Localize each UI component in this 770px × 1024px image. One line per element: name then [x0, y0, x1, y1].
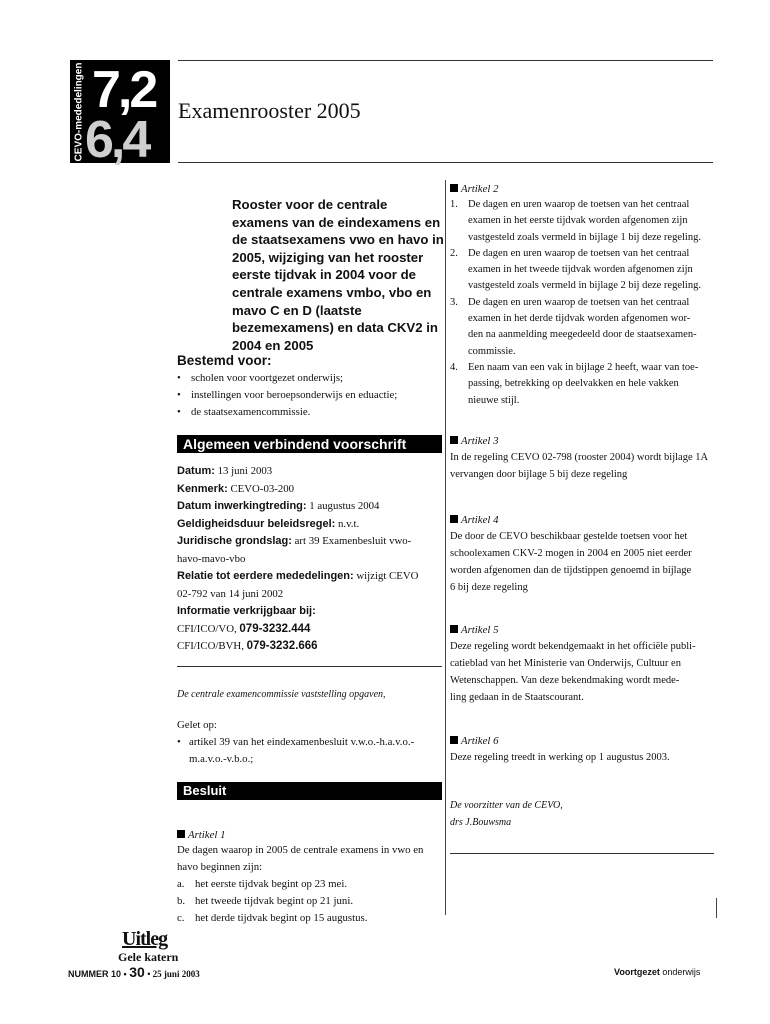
meta-label: Datum inwerkingtreding: [177, 500, 307, 512]
column-divider [445, 180, 446, 915]
list-item: • de staatsexamencommissie. [177, 404, 442, 421]
list-line: vastgesteld zoals vermeld in bijlage 2 bij deze regeling. [468, 280, 701, 292]
artikel-text: Deze regeling wordt bekendgemaakt in het officiële publi- [450, 641, 696, 652]
list-label: 1. [450, 199, 458, 210]
artikel-2-list [450, 197, 716, 409]
list-item [450, 246, 716, 295]
right-edge-rule [716, 898, 717, 918]
gele-katern-label: Gele katern [118, 950, 179, 964]
contact-prefix: CFI/ICO/BVH, [177, 640, 244, 652]
list-item: • instellingen voor beroepsonderwijs en eduactie; [177, 387, 442, 404]
artikel-text: Deze regeling treedt in werking op 1 augustus 2003. [450, 752, 670, 763]
right-bottom-rule [450, 853, 714, 854]
artikel-heading-text: Artikel 2 [461, 183, 499, 195]
page-number: 30 [129, 964, 145, 980]
list-line: examen in het eerste tijdvak worden afgenomen zijn [468, 215, 688, 227]
bestemd-heading: Bestemd voor: [177, 353, 272, 368]
uitleg-logo: Uitleg [122, 928, 168, 950]
section-bar-label: Besluit [183, 783, 227, 798]
artikel-text: havo beginnen zijn: [177, 861, 263, 873]
signature-title: De voorzitter van de CEVO, [450, 800, 563, 811]
square-bullet-icon [450, 436, 458, 444]
meta-value: n.v.t. [338, 517, 360, 530]
artikel-3-body [450, 449, 716, 483]
meta-value: CEVO-03-200 [230, 482, 295, 495]
artikel-6-heading [450, 733, 498, 749]
artikel-4-heading [450, 512, 498, 528]
artikel-text: catieblad van het Ministerie van Onderwijs, Cultuur en [450, 658, 681, 669]
artikel-text: vervangen door bijlage 5 bij deze regeling [450, 469, 628, 480]
list-line: De dagen en uren waarop de toetsen van het centraal [468, 199, 690, 210]
vaststelling-line: De centrale examencommissie vaststelling opgaven, [177, 689, 386, 700]
list-line: De dagen en uren waarop de toetsen van het centraal [468, 296, 690, 308]
meta-value: wijzigt CEVO [356, 570, 419, 582]
artikel-text: 6 bij deze regeling [450, 582, 528, 593]
bullet: • [177, 736, 181, 748]
left-divider-rule [177, 666, 442, 667]
list-item [450, 295, 716, 360]
artikel-1-body [177, 842, 442, 927]
artikel-text: worden afgenomen dan de tijdstippen genoemd in bijlage [450, 565, 692, 576]
square-bullet-icon [450, 736, 458, 744]
list-item [177, 893, 442, 910]
artikel-heading-text: Artikel 3 [461, 435, 499, 447]
contact-phone: 079-3232.666 [246, 640, 318, 652]
page-title: Examenrooster 2005 [178, 98, 361, 123]
section-bar-voorschrift [177, 435, 442, 453]
artikel-text: Wetenschappen. Van deze bekendmaking wordt mede- [450, 675, 680, 686]
list-line: De dagen en uren waarop de toetsen van het centraal [468, 247, 690, 259]
artikel-5-heading [450, 622, 498, 638]
list-label: 4. [450, 361, 458, 373]
artikel-text: De dagen waarop in 2005 de centrale examens in vwo en [177, 844, 424, 856]
list-line: Een naam van een vak in bijlage 2 heeft, waar van toe- [468, 361, 699, 373]
list-item [450, 197, 716, 246]
square-bullet-icon [450, 184, 458, 192]
section-bar-label: Algemeen verbindend voorschrift [183, 436, 407, 452]
footer-issue [68, 964, 200, 980]
artikel-5-body [450, 638, 716, 706]
artikel-heading-text: Artikel 4 [461, 514, 499, 526]
header-bottom-rule [178, 162, 713, 163]
list-text: het derde tijdvak begint op 15 augustus. [195, 912, 368, 924]
meta-value: 02-792 van 14 juni 2002 [177, 587, 284, 600]
artikel-1-heading [177, 827, 225, 843]
square-bullet-icon [177, 830, 185, 838]
gelet-item-text: m.a.v.o.-v.b.o.; [189, 753, 254, 765]
meta-label: Datum: [177, 465, 215, 477]
section-name-suffix: onderwijs [662, 967, 701, 977]
list-line: vastgesteld zoals vermeld in bijlage 1 bij deze regeling. [468, 231, 701, 243]
list-line: commissie. [468, 345, 516, 357]
list-item [177, 876, 442, 893]
signature-name: drs J.Bouwsma [450, 817, 512, 828]
list-text: het eerste tijdvak begint op 23 mei. [195, 878, 348, 890]
artikel-2-heading [450, 181, 498, 197]
issue-date: • 25 juni 2003 [147, 969, 200, 979]
gelet-item-text: artikel 39 van het eindexamenbesluit v.w.o.-h.a.v.o.- [189, 736, 415, 748]
contact-phone: 079-3232.444 [239, 622, 311, 635]
list-line: den na aanmelding meegedeeld door de staatsexamen- [468, 329, 697, 341]
logo-number-bottom: 6,4 [85, 111, 149, 169]
header-top-rule [178, 60, 713, 61]
meta-label: Geldigheidsduur beleidsregel: [177, 517, 336, 530]
artikel-6-body [450, 749, 716, 766]
artikel-heading-text: Artikel 1 [188, 829, 226, 841]
square-bullet-icon [450, 515, 458, 523]
artikel-heading-text: Artikel 6 [461, 735, 499, 747]
list-item [450, 360, 716, 409]
artikel-text: schoolexamen CKV-2 mogen in 2004 en 2005 niet eerder [450, 548, 692, 559]
meta-value: havo-mavo-vbo [177, 552, 246, 565]
section-bar-besluit [177, 782, 442, 800]
meta-label: Relatie tot eerdere mededelingen: [177, 570, 354, 582]
list-line: examen in het tweede tijdvak worden afgenomen zijn [468, 264, 693, 276]
artikel-text: De door de CEVO beschikbaar gestelde toetsen voor het [450, 531, 688, 542]
gelet-heading: Gelet op: [177, 719, 217, 731]
metadata-block [177, 463, 442, 656]
footer-section [614, 967, 700, 977]
bestemd-list [177, 370, 442, 421]
cevo-sidebar-label: CEVO-mededelingen [73, 62, 85, 161]
list-label: 2. [450, 247, 458, 259]
meta-value: 1 augustus 2004 [309, 500, 380, 512]
list-label: a. [177, 878, 185, 890]
artikel-4-body [450, 528, 716, 596]
artikel-text: ling gedaan in de Staatscourant. [450, 692, 584, 703]
section-name: Voortgezet [614, 967, 660, 977]
square-bullet-icon [450, 625, 458, 633]
gelet-item [177, 734, 442, 768]
list-item [177, 910, 442, 927]
list-label: b. [177, 895, 186, 907]
intro-summary: Rooster voor de centrale examens van de eindexamens en de staatsexamens vwo en havo in 2005, wijziging van het rooster eerste tijdvak in 2004 voor de centrale examens vmbo, vbo en mavo C en D (laatste bezemexamens) en data CKV2 in 2004 en 2005 [232, 197, 444, 353]
meta-label: Informatie verkrijgbaar bij: [177, 605, 316, 617]
artikel-text: In de regeling CEVO 02-798 (rooster 2004) wordt bijlage 1A [450, 452, 709, 463]
artikel-3-heading [450, 433, 498, 449]
list-label: c. [177, 912, 185, 924]
logo-number-top: 7,2 [92, 61, 156, 119]
list-label: 3. [450, 296, 458, 308]
artikel-heading-text: Artikel 5 [461, 624, 499, 636]
issue-number: NUMMER 10 • [68, 969, 127, 979]
meta-value: art 39 Examenbesluit vwo- [294, 535, 412, 547]
meta-label: Juridische grondslag: [177, 535, 292, 547]
list-line: passing, betrekking op deelvakken en hele vakken [468, 378, 679, 390]
meta-label: Kenmerk: [177, 482, 228, 495]
contact-prefix: CFI/ICO/VO, [177, 622, 237, 635]
list-line: examen in het derde tijdvak worden afgenomen wor- [468, 313, 691, 325]
list-text: het tweede tijdvak begint op 21 juni. [195, 895, 354, 907]
meta-value: 13 juni 2003 [217, 465, 273, 477]
list-item: • scholen voor voortgezet onderwijs; [177, 370, 442, 387]
list-line: nieuwe stijl. [468, 394, 520, 406]
